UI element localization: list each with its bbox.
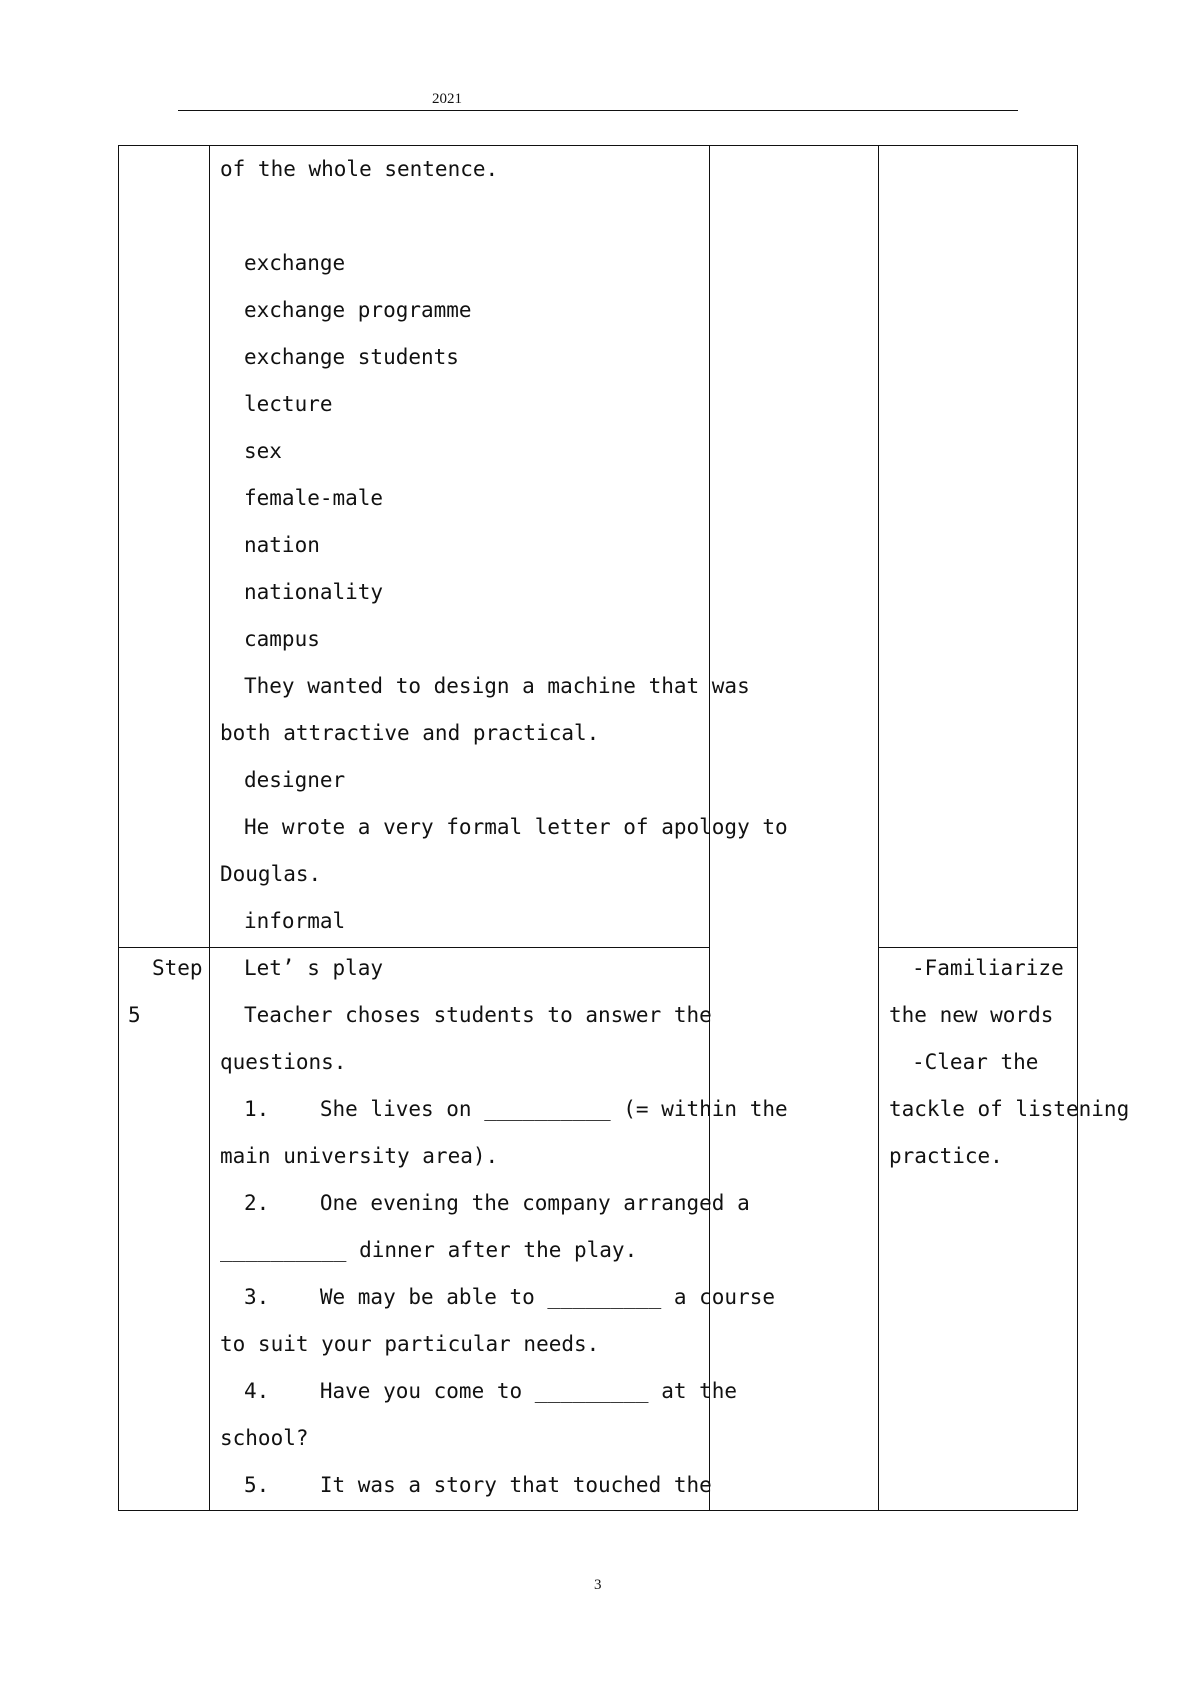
aim-line-4: tackle of listening bbox=[889, 1097, 1130, 1121]
row1-line-2: exchange bbox=[244, 251, 346, 275]
aim-line-2: the new words bbox=[889, 1003, 1054, 1027]
row2-line-11: school? bbox=[220, 1426, 309, 1450]
col-divider-1 bbox=[209, 145, 210, 1511]
row1-line-11: They wanted to design a machine that was bbox=[244, 674, 750, 698]
row1-line-1: of the whole sentence. bbox=[220, 157, 499, 181]
row-divider-right bbox=[878, 947, 1078, 948]
header-year: 2021 bbox=[432, 91, 462, 107]
aim-line-3: -Clear the bbox=[912, 1050, 1039, 1074]
row1-line-9: nationality bbox=[244, 580, 384, 604]
step-label: Step bbox=[152, 956, 203, 980]
row2-line-8: 3. We may be able to _________ a course bbox=[244, 1285, 776, 1309]
row1-line-16: informal bbox=[244, 909, 346, 933]
row1-line-7: female-male bbox=[244, 486, 384, 510]
aim-line-1: -Familiarize bbox=[912, 956, 1064, 980]
row2-line-6: 2. One evening the company arranged a bbox=[244, 1191, 750, 1215]
page-number: 3 bbox=[594, 1577, 602, 1593]
row2-line-10: 4. Have you come to _________ at the bbox=[244, 1379, 738, 1403]
row1-line-3: exchange programme bbox=[244, 298, 472, 322]
header-rule bbox=[178, 110, 1018, 111]
row1-line-12: both attractive and practical. bbox=[220, 721, 600, 745]
row2-line-5: main university area). bbox=[220, 1144, 499, 1168]
row2-line-2: Teacher choses students to answer the bbox=[244, 1003, 712, 1027]
row1-line-6: sex bbox=[244, 439, 282, 463]
row1-line-14: He wrote a very formal letter of apology to bbox=[244, 815, 788, 839]
row1-line-10: campus bbox=[244, 627, 320, 651]
row-divider-left bbox=[118, 947, 710, 948]
row2-line-1: Let’ s play bbox=[244, 956, 384, 980]
row1-line-8: nation bbox=[244, 533, 320, 557]
step-number: 5 bbox=[128, 1003, 141, 1027]
col-divider-3 bbox=[878, 145, 879, 1511]
row2-line-3: questions. bbox=[220, 1050, 347, 1074]
row2-line-4: 1. She lives on __________ (= within the bbox=[244, 1097, 788, 1121]
row2-line-12: 5. It was a story that touched the bbox=[244, 1473, 712, 1497]
row2-line-7: __________ dinner after the play. bbox=[220, 1238, 638, 1262]
row1-line-4: exchange students bbox=[244, 345, 459, 369]
aim-line-5: practice. bbox=[889, 1144, 1003, 1168]
row2-line-9: to suit your particular needs. bbox=[220, 1332, 600, 1356]
row1-line-5: lecture bbox=[244, 392, 333, 416]
row1-line-15: Douglas. bbox=[220, 862, 322, 886]
row1-line-13: designer bbox=[244, 768, 346, 792]
